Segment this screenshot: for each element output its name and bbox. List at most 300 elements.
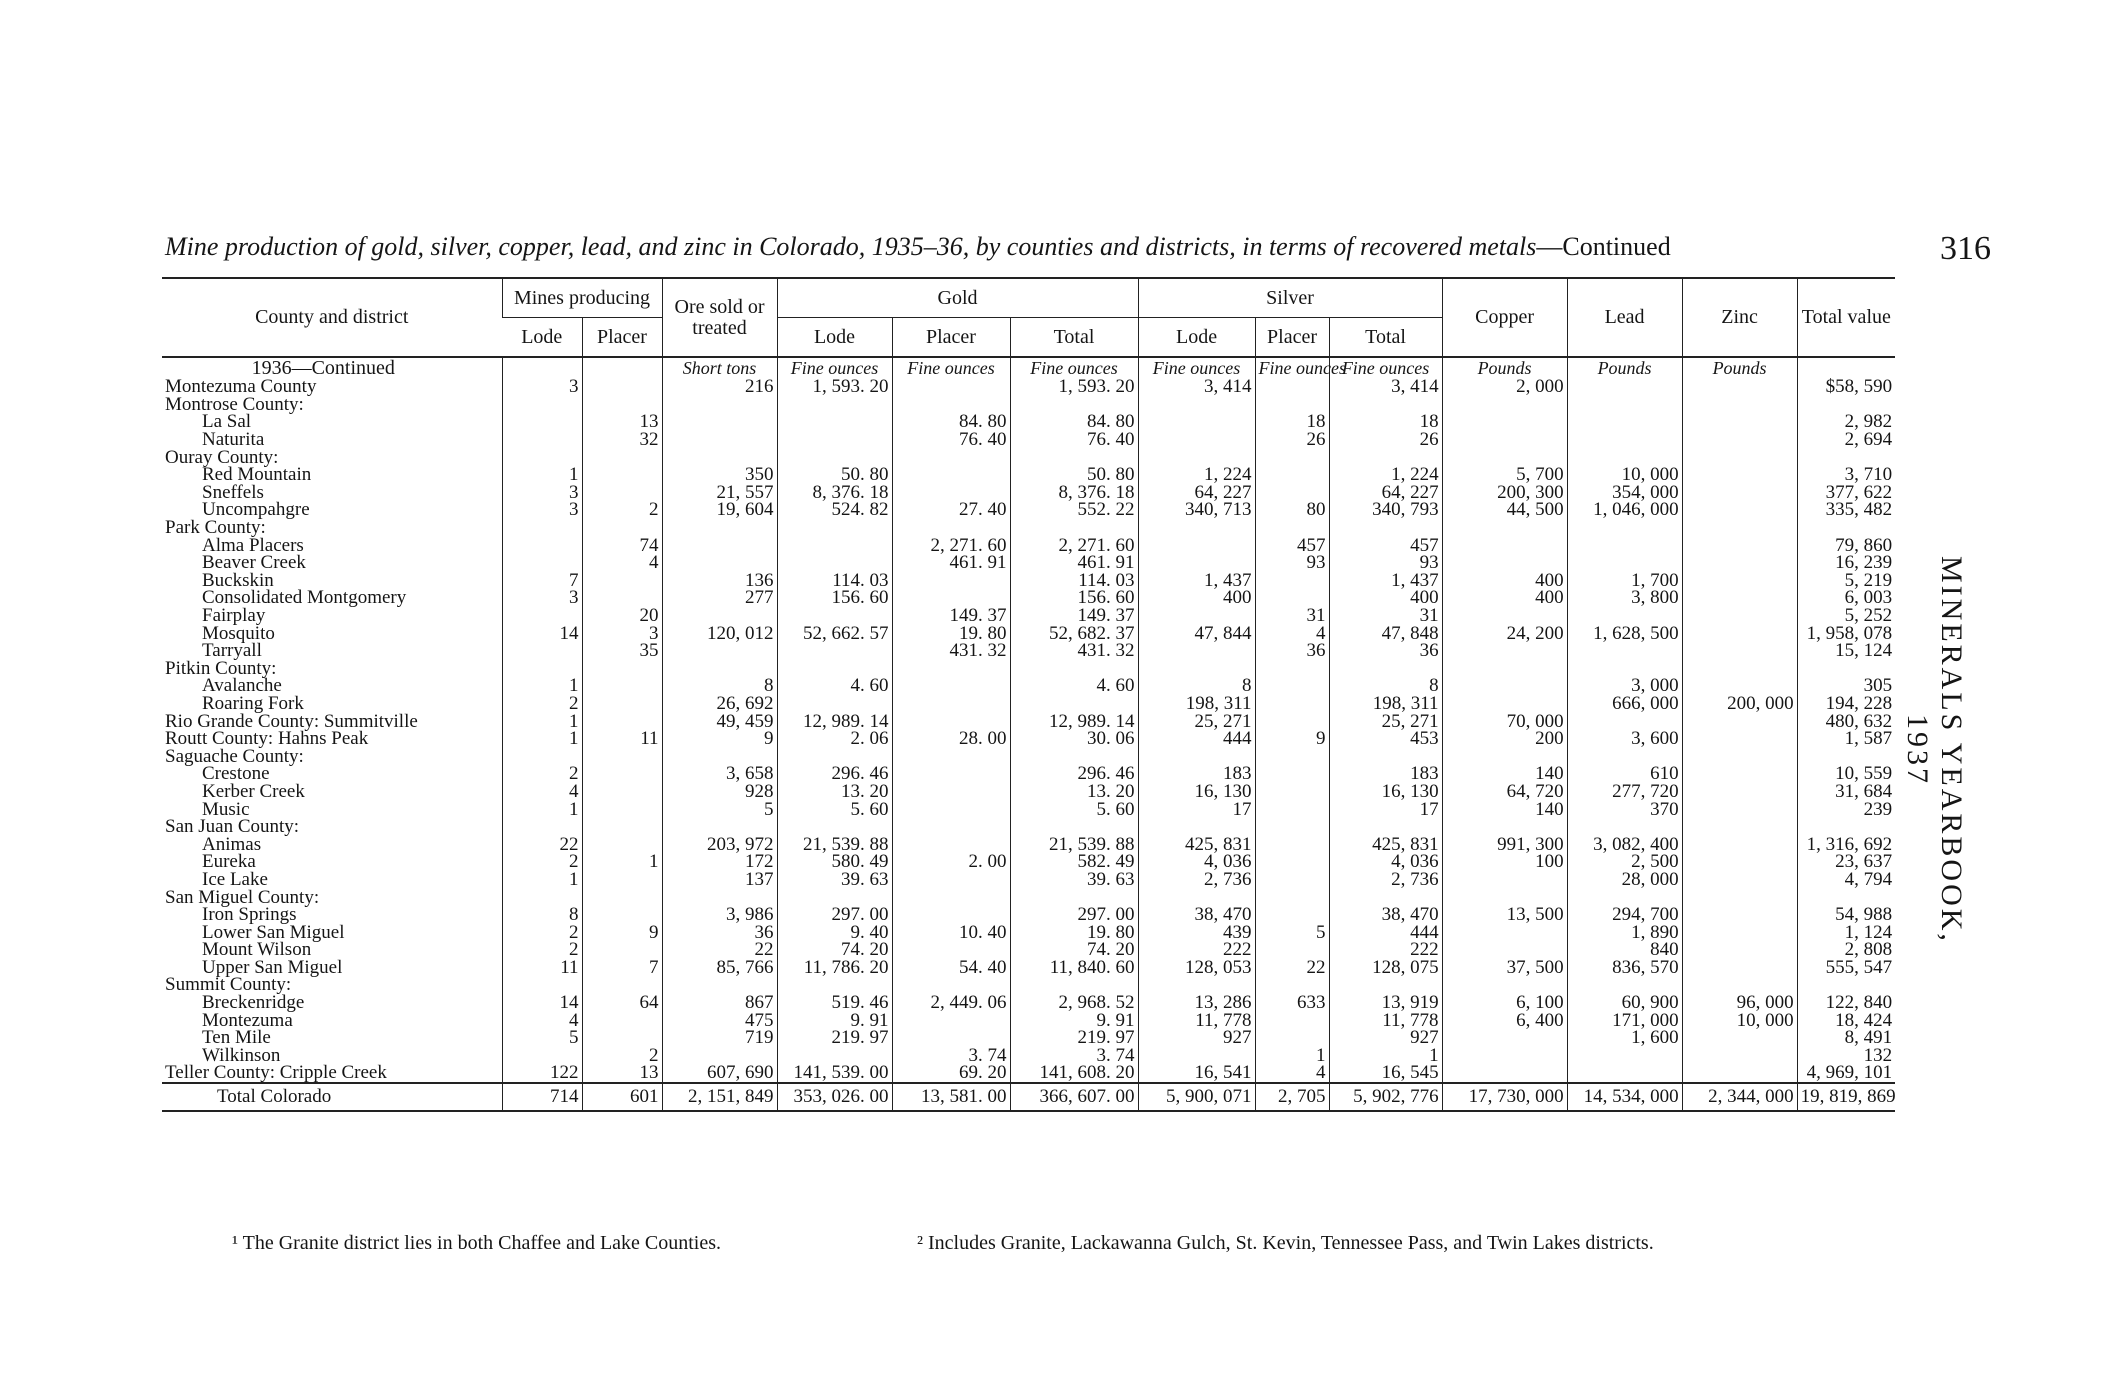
district-name: Roaring Fork bbox=[202, 692, 304, 714]
table-row bbox=[162, 536, 1895, 554]
table-body bbox=[162, 357, 1895, 1111]
cell-copper bbox=[1442, 1064, 1567, 1083]
cell-silver-placer bbox=[1255, 572, 1329, 590]
cell-copper: 17, 730, 000 bbox=[1442, 1083, 1567, 1111]
cell-gold-total: 52, 682. 37 bbox=[1010, 624, 1138, 642]
cell-mines-placer: 32 bbox=[582, 431, 662, 449]
unit-cell: Fine ounces bbox=[1329, 357, 1442, 378]
cell-mines-placer bbox=[582, 888, 662, 906]
cell-mines-placer: 601 bbox=[582, 1083, 662, 1111]
cell-copper bbox=[1442, 818, 1567, 836]
footnote-1: ¹ The Granite district lies in both Chaffee and Lake Counties. bbox=[232, 1232, 722, 1254]
cell-ore: 19, 604 bbox=[662, 501, 777, 519]
cell-gold-total: 2, 271. 60 bbox=[1010, 536, 1138, 554]
cell-silver-lode: 444 bbox=[1138, 730, 1255, 748]
cell-gold-placer bbox=[892, 466, 1010, 484]
cell-silver-total: 17 bbox=[1329, 800, 1442, 818]
table-row bbox=[162, 730, 1895, 748]
cell-ore: 350 bbox=[662, 466, 777, 484]
district-name: La Sal bbox=[202, 411, 252, 433]
cell-lead bbox=[1567, 642, 1682, 660]
unit-cell bbox=[502, 357, 582, 378]
cell-value: 555, 547 bbox=[1797, 959, 1895, 977]
cell-copper: 24, 200 bbox=[1442, 624, 1567, 642]
cell-mines-lode: 1 bbox=[502, 466, 582, 484]
cell-gold-total: 219. 97 bbox=[1010, 1029, 1138, 1047]
cell-silver-total: 36 bbox=[1329, 642, 1442, 660]
cell-silver-lode bbox=[1138, 431, 1255, 449]
cell-mines-lode: 11 bbox=[502, 959, 582, 977]
cell-mines-placer bbox=[582, 783, 662, 801]
cell-mines-placer bbox=[582, 572, 662, 590]
unit-cell: Fine ounces bbox=[892, 357, 1010, 378]
cell-mines-placer: 20 bbox=[582, 607, 662, 625]
cell-silver-placer: 9 bbox=[1255, 730, 1329, 748]
cell-gold-total: 461. 91 bbox=[1010, 554, 1138, 572]
cell-mines-lode: 1 bbox=[502, 730, 582, 748]
cell-silver-lode: 1, 437 bbox=[1138, 572, 1255, 590]
cell-copper: 5, 700 bbox=[1442, 466, 1567, 484]
cell-value bbox=[1797, 519, 1895, 537]
table-row bbox=[162, 747, 1895, 765]
title-continued: —Continued bbox=[1536, 232, 1671, 261]
cell-value: 5, 219 bbox=[1797, 572, 1895, 590]
cell-silver-total bbox=[1329, 519, 1442, 537]
cell-lead: 1, 890 bbox=[1567, 923, 1682, 941]
cell-gold-lode: 580. 49 bbox=[777, 853, 892, 871]
cell-silver-placer bbox=[1255, 747, 1329, 765]
cell-zinc bbox=[1682, 1029, 1797, 1047]
cell-gold-lode bbox=[777, 607, 892, 625]
cell-value: 132 bbox=[1797, 1047, 1895, 1065]
district-name: Mount Wilson bbox=[202, 939, 312, 961]
cell-silver-lode: 2, 736 bbox=[1138, 871, 1255, 889]
cell-mines-lode bbox=[502, 519, 582, 537]
table-row bbox=[162, 906, 1895, 924]
cell-silver-lode: 16, 541 bbox=[1138, 1064, 1255, 1083]
cell-silver-total: 2, 736 bbox=[1329, 871, 1442, 889]
cell-lead bbox=[1567, 1064, 1682, 1083]
cell-gold-placer bbox=[892, 1011, 1010, 1029]
cell-silver-total: 340, 793 bbox=[1329, 501, 1442, 519]
cell-lead: 1, 046, 000 bbox=[1567, 501, 1682, 519]
cell-mines-lode bbox=[502, 536, 582, 554]
cell-gold-lode: 297. 00 bbox=[777, 906, 892, 924]
col-mines-lode: Lode bbox=[502, 318, 582, 358]
cell-value: 2, 694 bbox=[1797, 431, 1895, 449]
cell-gold-lode bbox=[777, 536, 892, 554]
cell-value: 1, 587 bbox=[1797, 730, 1895, 748]
cell-zinc bbox=[1682, 589, 1797, 607]
district-name: Buckskin bbox=[202, 569, 274, 591]
cell-zinc: 200, 000 bbox=[1682, 695, 1797, 713]
cell-mines-lode bbox=[502, 413, 582, 431]
cell-mines-placer bbox=[582, 448, 662, 466]
cell-mines-placer bbox=[582, 660, 662, 678]
cell-copper: 6, 100 bbox=[1442, 994, 1567, 1012]
cell-mines-lode: 3 bbox=[502, 378, 582, 396]
cell-silver-placer: 26 bbox=[1255, 431, 1329, 449]
cell-silver-placer bbox=[1255, 871, 1329, 889]
cell-gold-placer bbox=[892, 871, 1010, 889]
cell-silver-total: 400 bbox=[1329, 589, 1442, 607]
cell-silver-lode: 8 bbox=[1138, 677, 1255, 695]
cell-ore bbox=[662, 642, 777, 660]
cell-mines-placer bbox=[582, 695, 662, 713]
cell-silver-placer bbox=[1255, 1011, 1329, 1029]
cell-silver-placer: 18 bbox=[1255, 413, 1329, 431]
cell-silver-placer: 633 bbox=[1255, 994, 1329, 1012]
cell-copper bbox=[1442, 642, 1567, 660]
cell-mines-lode: 2 bbox=[502, 853, 582, 871]
cell-gold-total: 9. 91 bbox=[1010, 1011, 1138, 1029]
cell-mines-placer: 64 bbox=[582, 994, 662, 1012]
cell-gold-placer: 3. 74 bbox=[892, 1047, 1010, 1065]
cell-zinc bbox=[1682, 624, 1797, 642]
cell-gold-total: 1, 593. 20 bbox=[1010, 378, 1138, 396]
cell-gold-total: 21, 539. 88 bbox=[1010, 835, 1138, 853]
cell-gold-total: 30. 06 bbox=[1010, 730, 1138, 748]
cell-gold-lode: 5. 60 bbox=[777, 800, 892, 818]
cell-value: 1, 316, 692 bbox=[1797, 835, 1895, 853]
cell-silver-lode bbox=[1138, 519, 1255, 537]
cell-gold-total: 156. 60 bbox=[1010, 589, 1138, 607]
table-row bbox=[162, 695, 1895, 713]
cell-silver-placer bbox=[1255, 466, 1329, 484]
page-title bbox=[165, 232, 1892, 262]
district-name: Kerber Creek bbox=[202, 780, 305, 802]
district-name: Sneffels bbox=[202, 481, 264, 503]
cell-gold-total: 2, 968. 52 bbox=[1010, 994, 1138, 1012]
table-row bbox=[162, 783, 1895, 801]
cell-ore bbox=[662, 818, 777, 836]
cell-mines-lode: 714 bbox=[502, 1083, 582, 1111]
cell-mines-lode: 8 bbox=[502, 906, 582, 924]
cell-mines-lode: 3 bbox=[502, 589, 582, 607]
cell-gold-placer: 76. 40 bbox=[892, 431, 1010, 449]
cell-lead bbox=[1567, 378, 1682, 396]
cell-zinc bbox=[1682, 853, 1797, 871]
cell-gold-lode: 2. 06 bbox=[777, 730, 892, 748]
cell-ore: 3, 986 bbox=[662, 906, 777, 924]
cell-gold-total: 74. 20 bbox=[1010, 941, 1138, 959]
cell-lead bbox=[1567, 607, 1682, 625]
cell-ore: 3, 658 bbox=[662, 765, 777, 783]
cell-silver-total: 425, 831 bbox=[1329, 835, 1442, 853]
district-name: Fairplay bbox=[202, 605, 266, 627]
cell-mines-lode: 122 bbox=[502, 1064, 582, 1083]
cell-silver-lode: 16, 130 bbox=[1138, 783, 1255, 801]
cell-zinc bbox=[1682, 888, 1797, 906]
cell-gold-placer: 84. 80 bbox=[892, 413, 1010, 431]
cell-value bbox=[1797, 818, 1895, 836]
district-name: Wilkinson bbox=[202, 1044, 281, 1066]
cell-gold-placer: 149. 37 bbox=[892, 607, 1010, 625]
cell-silver-placer: 4 bbox=[1255, 1064, 1329, 1083]
cell-gold-lode: 21, 539. 88 bbox=[777, 835, 892, 853]
cell-gold-total: 149. 37 bbox=[1010, 607, 1138, 625]
cell-gold-placer bbox=[892, 765, 1010, 783]
cell-lead bbox=[1567, 396, 1682, 414]
cell-lead: 14, 534, 000 bbox=[1567, 1083, 1682, 1111]
cell-gold-total: 297. 00 bbox=[1010, 906, 1138, 924]
cell-mines-placer bbox=[582, 941, 662, 959]
cell-lead: 2, 500 bbox=[1567, 853, 1682, 871]
cell-value: 239 bbox=[1797, 800, 1895, 818]
cell-silver-total: 5, 902, 776 bbox=[1329, 1083, 1442, 1111]
cell-lead: 3, 082, 400 bbox=[1567, 835, 1682, 853]
cell-gold-total: 39. 63 bbox=[1010, 871, 1138, 889]
unit-cell bbox=[582, 357, 662, 378]
cell-copper bbox=[1442, 607, 1567, 625]
cell-mines-placer bbox=[582, 677, 662, 695]
production-table bbox=[162, 277, 1895, 1112]
unit-cell: Fine ounces bbox=[1010, 357, 1138, 378]
cell-zinc bbox=[1682, 413, 1797, 431]
district-name: Consolidated Montgomery bbox=[202, 587, 407, 609]
county-header: San Miguel County: bbox=[165, 886, 320, 908]
cell-silver-lode: 222 bbox=[1138, 941, 1255, 959]
table-title: Mine production of gold, silver, copper, lead, and zinc in Colorado, 1935–36, by counties and districts, in terms of recovered metals bbox=[165, 232, 1537, 261]
cell-copper: 64, 720 bbox=[1442, 783, 1567, 801]
cell-gold-lode: 74. 20 bbox=[777, 941, 892, 959]
table-row bbox=[162, 1047, 1895, 1065]
district-name: Ice Lake bbox=[202, 868, 268, 890]
cell-mines-placer: 7 bbox=[582, 959, 662, 977]
cell-silver-total: 26 bbox=[1329, 431, 1442, 449]
cell-ore bbox=[662, 660, 777, 678]
cell-value: 2, 808 bbox=[1797, 941, 1895, 959]
cell-gold-placer: 19. 80 bbox=[892, 624, 1010, 642]
cell-value: 16, 239 bbox=[1797, 554, 1895, 572]
table-row bbox=[162, 589, 1895, 607]
cell-lead: 60, 900 bbox=[1567, 994, 1682, 1012]
cell-ore: 22 bbox=[662, 941, 777, 959]
cell-zinc bbox=[1682, 923, 1797, 941]
cell-gold-lode: 524. 82 bbox=[777, 501, 892, 519]
cell-mines-placer: 35 bbox=[582, 642, 662, 660]
cell-gold-total: 552. 22 bbox=[1010, 501, 1138, 519]
cell-silver-placer: 4 bbox=[1255, 624, 1329, 642]
cell-silver-lode: 13, 286 bbox=[1138, 994, 1255, 1012]
col-gold: Gold bbox=[777, 278, 1138, 318]
cell-zinc bbox=[1682, 783, 1797, 801]
table-row bbox=[162, 466, 1895, 484]
cell-value: 5, 252 bbox=[1797, 607, 1895, 625]
cell-zinc bbox=[1682, 519, 1797, 537]
cell-mines-placer bbox=[582, 765, 662, 783]
cell-lead: 1, 700 bbox=[1567, 572, 1682, 590]
cell-ore: 21, 557 bbox=[662, 484, 777, 502]
cell-silver-total: 1, 224 bbox=[1329, 466, 1442, 484]
cell-silver-total: 1 bbox=[1329, 1047, 1442, 1065]
cell-mines-placer bbox=[582, 519, 662, 537]
table-row bbox=[162, 871, 1895, 889]
cell-zinc bbox=[1682, 765, 1797, 783]
cell-silver-lode: 425, 831 bbox=[1138, 835, 1255, 853]
cell-zinc bbox=[1682, 871, 1797, 889]
cell-mines-lode bbox=[502, 642, 582, 660]
cell-gold-placer: 27. 40 bbox=[892, 501, 1010, 519]
cell-mines-lode: 14 bbox=[502, 994, 582, 1012]
cell-silver-lode: 1, 224 bbox=[1138, 466, 1255, 484]
cell-mines-lode: 2 bbox=[502, 941, 582, 959]
table-row bbox=[162, 396, 1895, 414]
cell-zinc bbox=[1682, 959, 1797, 977]
cell-gold-placer bbox=[892, 660, 1010, 678]
cell-zinc bbox=[1682, 572, 1797, 590]
cell-copper: 200, 300 bbox=[1442, 484, 1567, 502]
cell-mines-placer: 2 bbox=[582, 501, 662, 519]
cell-silver-placer: 1 bbox=[1255, 1047, 1329, 1065]
cell-mines-placer bbox=[582, 906, 662, 924]
cell-copper: 6, 400 bbox=[1442, 1011, 1567, 1029]
cell-silver-lode: 64, 227 bbox=[1138, 484, 1255, 502]
cell-gold-placer bbox=[892, 747, 1010, 765]
cell-silver-lode: 927 bbox=[1138, 1029, 1255, 1047]
cell-ore: 607, 690 bbox=[662, 1064, 777, 1083]
cell-zinc bbox=[1682, 396, 1797, 414]
cell-value: 79, 860 bbox=[1797, 536, 1895, 554]
cell-ore: 136 bbox=[662, 572, 777, 590]
cell-silver-total: 128, 075 bbox=[1329, 959, 1442, 977]
cell-copper: 100 bbox=[1442, 853, 1567, 871]
cell-silver-placer bbox=[1255, 378, 1329, 396]
cell-zinc bbox=[1682, 1047, 1797, 1065]
cell-ore: 26, 692 bbox=[662, 695, 777, 713]
cell-lead: 28, 000 bbox=[1567, 871, 1682, 889]
cell-gold-total: 582. 49 bbox=[1010, 853, 1138, 871]
cell-ore: 928 bbox=[662, 783, 777, 801]
cell-value: 6, 003 bbox=[1797, 589, 1895, 607]
cell-silver-total: 31 bbox=[1329, 607, 1442, 625]
cell-silver-total: 64, 227 bbox=[1329, 484, 1442, 502]
cell-mines-lode bbox=[502, 607, 582, 625]
cell-copper: 140 bbox=[1442, 800, 1567, 818]
cell-silver-lode: 47, 844 bbox=[1138, 624, 1255, 642]
cell-gold-lode bbox=[777, 642, 892, 660]
cell-zinc bbox=[1682, 906, 1797, 924]
cell-ore: 9 bbox=[662, 730, 777, 748]
cell-gold-placer: 69. 20 bbox=[892, 1064, 1010, 1083]
cell-mines-lode: 1 bbox=[502, 677, 582, 695]
cell-silver-lode: 5, 900, 071 bbox=[1138, 1083, 1255, 1111]
cell-gold-lode bbox=[777, 396, 892, 414]
cell-mines-placer: 4 bbox=[582, 554, 662, 572]
cell-gold-total: 11, 840. 60 bbox=[1010, 959, 1138, 977]
cell-silver-lode bbox=[1138, 660, 1255, 678]
cell-mines-placer bbox=[582, 871, 662, 889]
cell-zinc: 96, 000 bbox=[1682, 994, 1797, 1012]
cell-gold-lode: 519. 46 bbox=[777, 994, 892, 1012]
cell-gold-placer: 28. 00 bbox=[892, 730, 1010, 748]
district-name: Red Mountain bbox=[202, 464, 312, 486]
cell-value: 122, 840 bbox=[1797, 994, 1895, 1012]
cell-ore: 5 bbox=[662, 800, 777, 818]
county-header: Ouray County: bbox=[165, 446, 279, 468]
cell-copper: 140 bbox=[1442, 765, 1567, 783]
cell-gold-lode: 13. 20 bbox=[777, 783, 892, 801]
cell-silver-total: 3, 414 bbox=[1329, 378, 1442, 396]
cell-mines-lode bbox=[502, 818, 582, 836]
cell-zinc bbox=[1682, 1064, 1797, 1083]
cell-silver-total: 16, 545 bbox=[1329, 1064, 1442, 1083]
cell-mines-lode: 4 bbox=[502, 1011, 582, 1029]
cell-value: 54, 988 bbox=[1797, 906, 1895, 924]
table-row bbox=[162, 642, 1895, 660]
cell-silver-placer: 5 bbox=[1255, 923, 1329, 941]
cell-zinc bbox=[1682, 835, 1797, 853]
cell-mines-placer: 1 bbox=[582, 853, 662, 871]
cell-silver-lode: 11, 778 bbox=[1138, 1011, 1255, 1029]
cell-zinc bbox=[1682, 642, 1797, 660]
cell-copper bbox=[1442, 1029, 1567, 1047]
cell-silver-total: 1, 437 bbox=[1329, 572, 1442, 590]
county-header: Saguache County: bbox=[165, 745, 304, 767]
cell-zinc bbox=[1682, 712, 1797, 730]
cell-gold-lode: 11, 786. 20 bbox=[777, 959, 892, 977]
cell-gold-placer: 2, 449. 06 bbox=[892, 994, 1010, 1012]
cell-gold-lode: 156. 60 bbox=[777, 589, 892, 607]
cell-lead bbox=[1567, 431, 1682, 449]
cell-silver-total: 927 bbox=[1329, 1029, 1442, 1047]
cell-lead: 277, 720 bbox=[1567, 783, 1682, 801]
cell-silver-lode: 439 bbox=[1138, 923, 1255, 941]
cell-mines-lode bbox=[502, 396, 582, 414]
cell-lead: 840 bbox=[1567, 941, 1682, 959]
table-row bbox=[162, 501, 1895, 519]
cell-copper bbox=[1442, 519, 1567, 537]
district-name: Montezuma bbox=[202, 1009, 293, 1031]
cell-mines-lode: 7 bbox=[502, 572, 582, 590]
cell-ore: 475 bbox=[662, 1011, 777, 1029]
cell-silver-placer bbox=[1255, 765, 1329, 783]
cell-gold-placer bbox=[892, 677, 1010, 695]
cell-value: 19, 819, 869 bbox=[1797, 1083, 1895, 1111]
cell-gold-lode bbox=[777, 519, 892, 537]
district-name: Eureka bbox=[202, 851, 256, 873]
cell-ore: 8 bbox=[662, 677, 777, 695]
cell-silver-placer bbox=[1255, 835, 1329, 853]
cell-gold-placer: 54. 40 bbox=[892, 959, 1010, 977]
cell-gold-placer: 2. 00 bbox=[892, 853, 1010, 871]
cell-silver-placer bbox=[1255, 1029, 1329, 1047]
table-row bbox=[162, 413, 1895, 431]
county-header: Park County: bbox=[165, 517, 266, 539]
cell-copper bbox=[1442, 923, 1567, 941]
cell-zinc bbox=[1682, 941, 1797, 959]
county-header: Montrose County: bbox=[165, 393, 304, 415]
cell-ore: 172 bbox=[662, 853, 777, 871]
cell-lead: 3, 000 bbox=[1567, 677, 1682, 695]
cell-gold-total: 431. 32 bbox=[1010, 642, 1138, 660]
cell-copper: 991, 300 bbox=[1442, 835, 1567, 853]
cell-gold-total bbox=[1010, 695, 1138, 713]
cell-ore: 36 bbox=[662, 923, 777, 941]
cell-copper: 37, 500 bbox=[1442, 959, 1567, 977]
cell-copper: 400 bbox=[1442, 572, 1567, 590]
cell-ore: 49, 459 bbox=[662, 712, 777, 730]
cell-gold-total: 4. 60 bbox=[1010, 677, 1138, 695]
cell-mines-lode: 3 bbox=[502, 501, 582, 519]
cell-gold-lode: 12, 989. 14 bbox=[777, 712, 892, 730]
cell-copper: 400 bbox=[1442, 589, 1567, 607]
district-name: Animas bbox=[202, 833, 262, 855]
cell-ore: 203, 972 bbox=[662, 835, 777, 853]
cell-silver-placer bbox=[1255, 941, 1329, 959]
cell-zinc bbox=[1682, 660, 1797, 678]
cell-gold-placer bbox=[892, 572, 1010, 590]
